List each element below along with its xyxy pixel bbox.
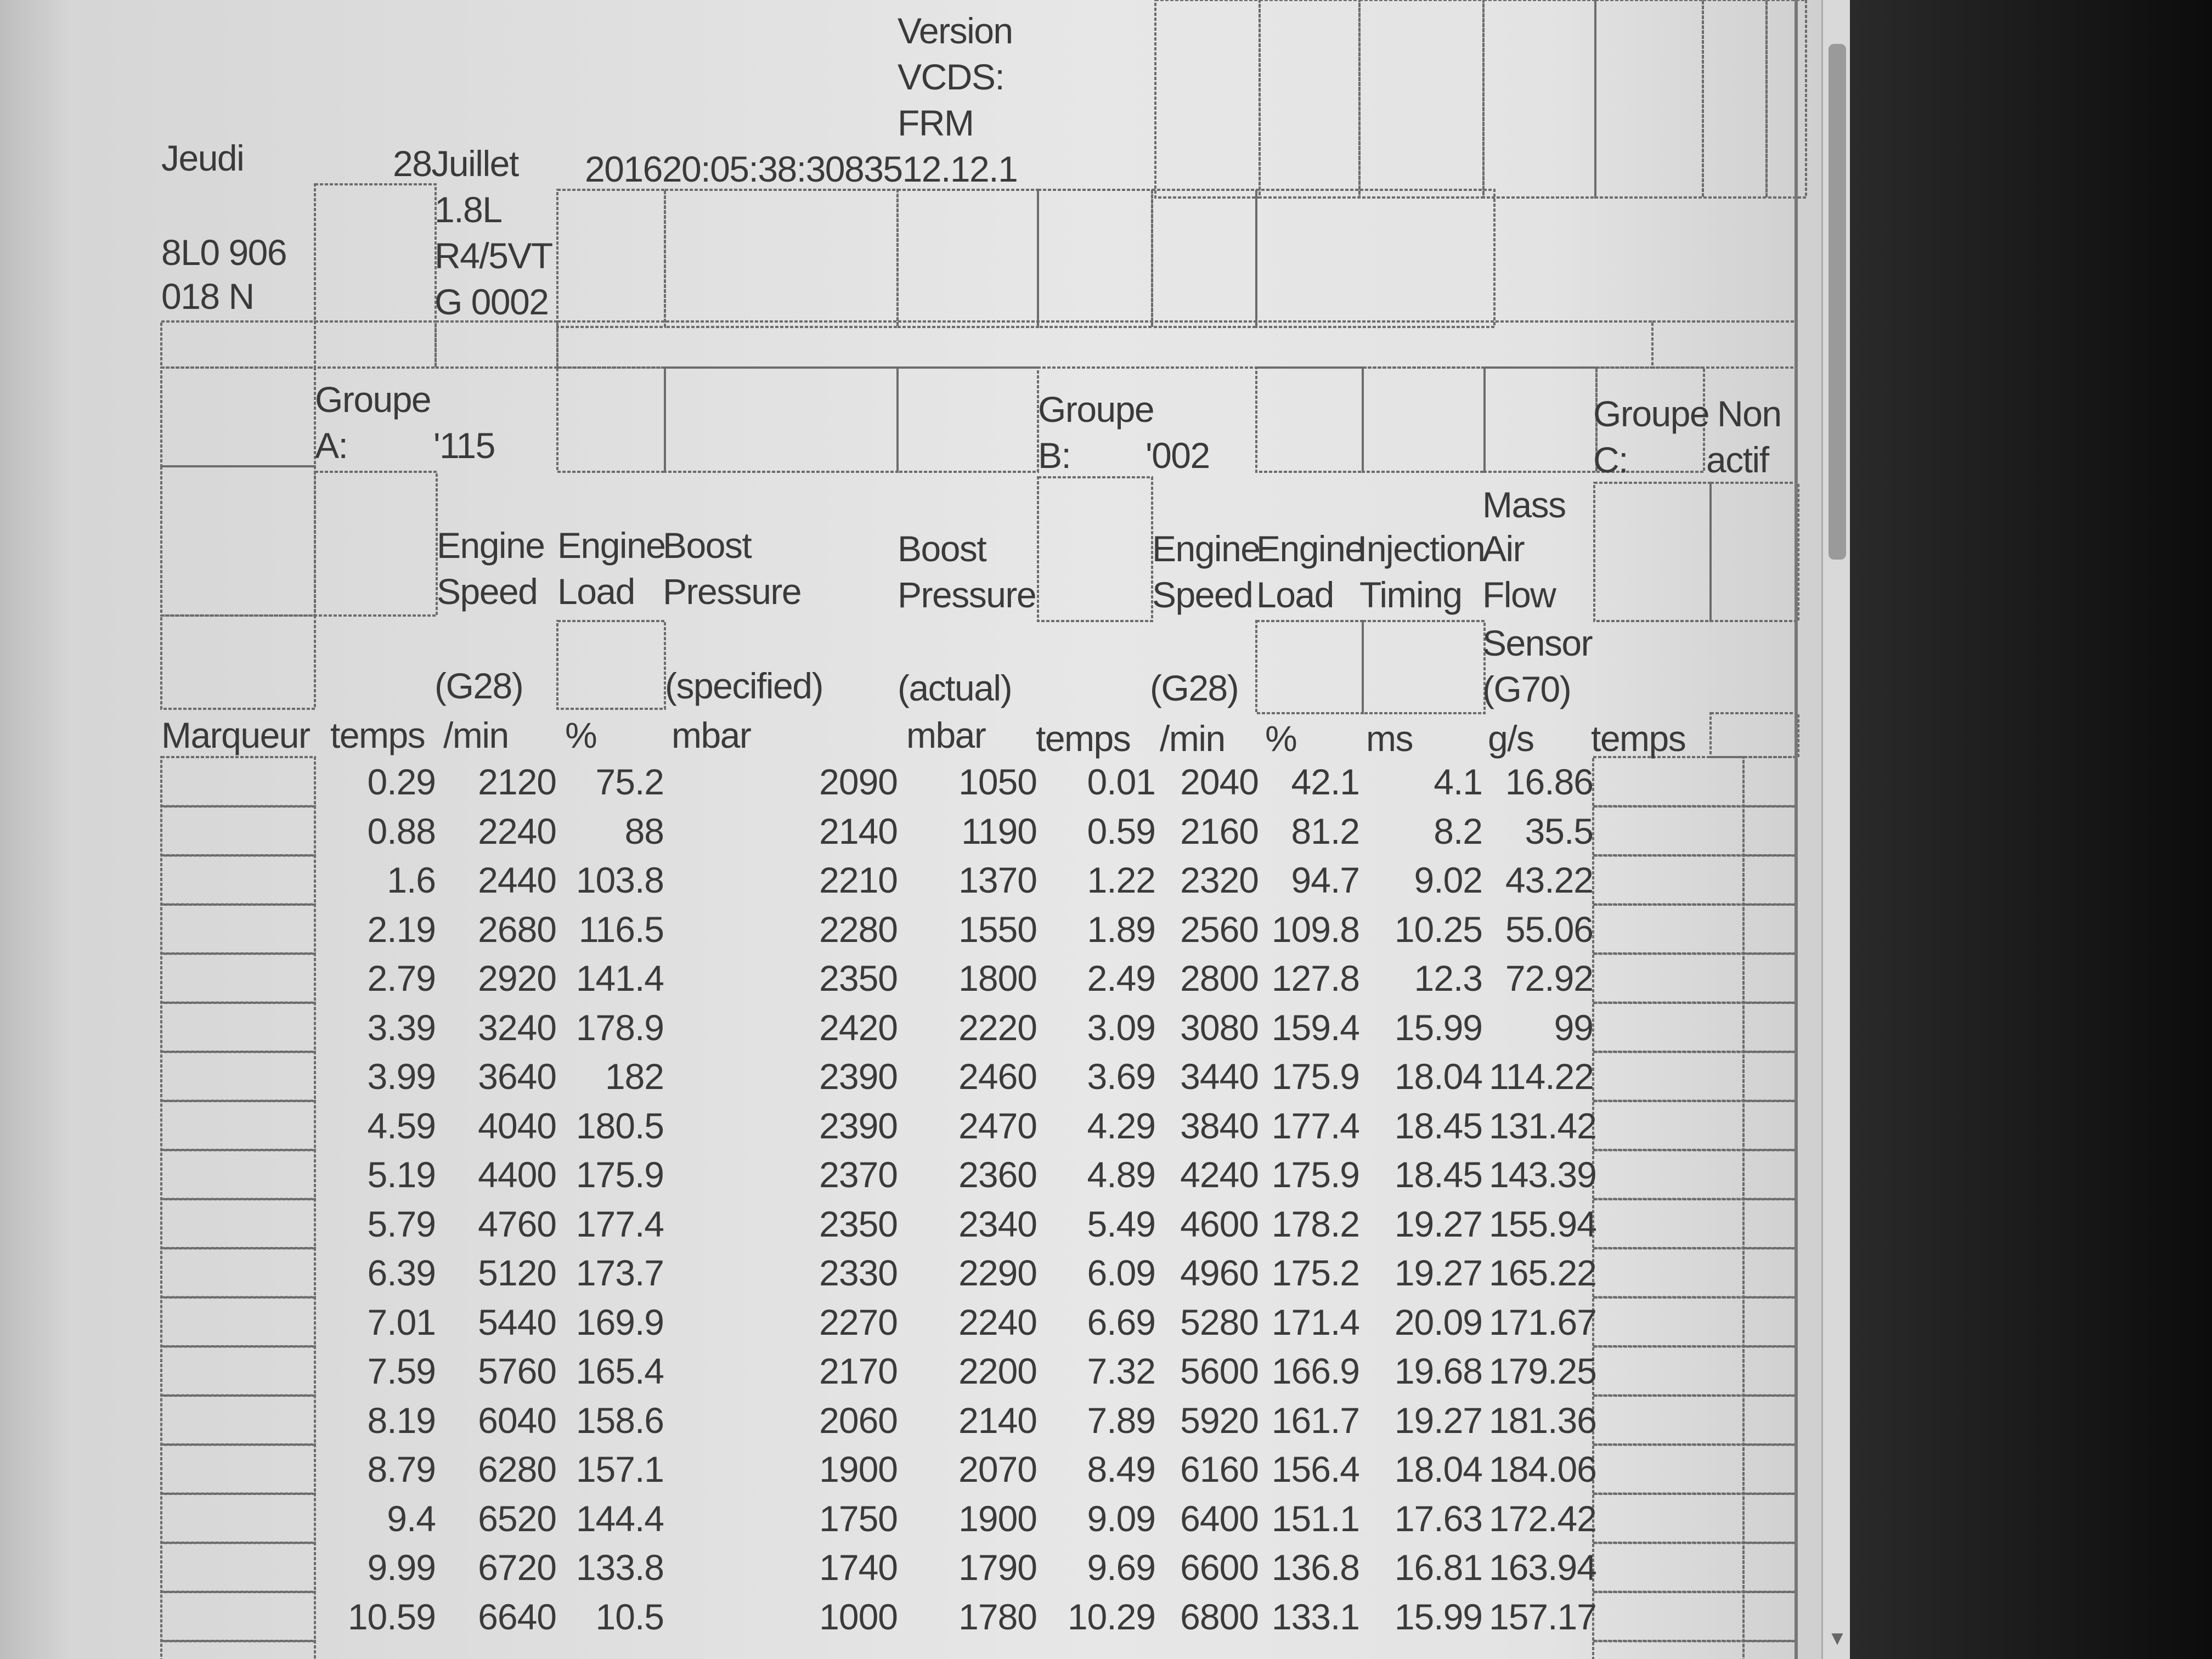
cell-maf[interactable]: 114.22 [1489,1056,1594,1097]
cell-load-b[interactable]: 178.2 [1271,1203,1359,1244]
cell-time-b[interactable]: 7.89 [1087,1400,1155,1441]
cell-timing[interactable]: 19.27 [1394,1400,1482,1441]
cell-timing[interactable]: 15.99 [1394,1596,1482,1637]
cell-boost-spec[interactable]: 2280 [819,909,898,950]
cell-time-a[interactable]: 8.79 [367,1449,436,1489]
table-row [0,806,1821,856]
cell-boost-spec[interactable]: 2390 [819,1056,898,1097]
table-row [0,1444,1821,1494]
cell-time-a[interactable]: 0.88 [367,810,436,851]
cell-rpm-a[interactable]: 6640 [478,1596,556,1637]
cell-time-b[interactable]: 3.69 [1087,1056,1155,1097]
cell-boost-spec[interactable]: 2390 [819,1105,898,1146]
cell-boost-spec[interactable]: 2060 [819,1400,898,1441]
cell-rpm-b[interactable]: 2560 [1180,909,1259,950]
cell-time-b[interactable]: 3.09 [1087,1007,1155,1048]
unit-boost-act: mbar [906,715,986,755]
cell-time-b[interactable]: 2.49 [1087,958,1155,998]
cell-load-b[interactable]: 159.4 [1271,1007,1359,1048]
cell-boost-act[interactable]: 2200 [958,1351,1037,1391]
cell-timing[interactable]: 19.27 [1394,1203,1482,1244]
cell-load-b[interactable]: 161.7 [1271,1400,1359,1441]
cell-rpm-b[interactable]: 2160 [1180,810,1259,851]
cell-load-b[interactable]: 175.2 [1271,1252,1359,1293]
cell-time-a[interactable]: 0.29 [367,761,436,802]
cell-load-b[interactable]: 81.2 [1291,810,1359,851]
cell-timing[interactable]: 18.45 [1394,1105,1482,1146]
cell-rpm-b[interactable]: 4240 [1180,1154,1259,1195]
cell-maf[interactable]: 131.42 [1489,1105,1596,1146]
col-a2-line1: Engine [557,525,665,566]
cell-boost-spec[interactable]: 1750 [819,1498,898,1539]
cell-time-a[interactable]: 1.6 [387,860,436,900]
table-row [0,1101,1821,1150]
cell-load-a[interactable]: 182 [605,1056,664,1097]
cell-time-a[interactable]: 7.59 [367,1351,436,1391]
cell-boost-act[interactable]: 2240 [958,1301,1037,1342]
cell-rpm-a[interactable]: 3240 [478,1007,556,1048]
ecu-part-line2[interactable]: 018 N [161,276,254,317]
cell-time-a[interactable]: 3.39 [367,1007,436,1048]
cell-time-b[interactable]: 4.29 [1087,1105,1155,1146]
table-row [0,1592,1821,1641]
cell-load-b[interactable]: 171.4 [1271,1301,1359,1342]
cell-time-a[interactable]: 10.59 [347,1596,436,1637]
group-b-label-line1: Groupe [1038,389,1154,430]
cell-time-a[interactable]: 2.19 [367,909,436,950]
table-row [0,1346,1821,1396]
cell-rpm-a[interactable]: 6040 [478,1400,556,1441]
cell-time-a[interactable]: 3.99 [367,1056,436,1097]
cell-maf[interactable]: 163.94 [1489,1547,1596,1588]
cell-rpm-a[interactable]: 2120 [478,761,556,802]
group-a-label-line1: Groupe [315,379,431,420]
col-b2-line1: Engine [1256,528,1364,569]
unit-rpm-a: /min [443,715,509,755]
day-cell[interactable]: Jeudi [161,138,244,178]
cell-time-b[interactable]: 7.32 [1087,1351,1155,1391]
cell-load-a[interactable]: 158.6 [575,1400,664,1441]
cell-rpm-a[interactable]: 4400 [478,1154,556,1195]
cell-rpm-a[interactable]: 3640 [478,1056,556,1097]
cell-load-b[interactable]: 94.7 [1291,860,1359,900]
cell-boost-spec[interactable]: 2140 [819,810,898,851]
version-label-line3: FRM [898,103,974,143]
cell-boost-act[interactable]: 2070 [958,1449,1037,1489]
cell-time-b[interactable]: 1.89 [1087,909,1155,950]
cell-boost-spec[interactable]: 1900 [819,1449,898,1489]
cell-time-b[interactable]: 9.69 [1087,1547,1155,1588]
cell-time-a[interactable]: 2.79 [367,958,436,998]
cell-time-a[interactable]: 4.59 [367,1105,436,1146]
cell-timing[interactable]: 10.25 [1394,909,1482,950]
col-a1-line2: Speed [437,571,538,612]
cell-boost-spec[interactable]: 2420 [819,1007,898,1048]
col-b3-line1: Injection [1357,528,1485,569]
group-c-value-line1[interactable]: Non [1717,393,1781,434]
ecu-part-line1[interactable]: 8L0 906 [161,232,287,273]
cell-timing[interactable]: 9.02 [1414,860,1482,900]
cell-timing[interactable]: 18.04 [1394,1449,1482,1489]
col-b2-line2: Load [1256,574,1334,615]
cell-timing[interactable]: 19.68 [1394,1351,1482,1391]
cell-boost-spec[interactable]: 2090 [819,761,898,802]
cell-rpm-a[interactable]: 5760 [478,1351,556,1391]
cell-load-b[interactable]: 175.9 [1271,1154,1359,1195]
engine-code-line1[interactable]: 1.8L [435,189,502,230]
scroll-down-arrow-icon[interactable]: ▼ [1827,1627,1847,1649]
cell-maf[interactable]: 181.36 [1489,1400,1596,1441]
cell-load-b[interactable]: 175.9 [1271,1056,1359,1097]
col-a2-line2: Load [557,571,635,612]
cell-load-b[interactable]: 127.8 [1271,958,1359,998]
cell-rpm-a[interactable]: 6520 [478,1498,556,1539]
cell-rpm-b[interactable]: 2800 [1180,958,1259,998]
cell-rpm-b[interactable]: 6800 [1180,1596,1259,1637]
cell-rpm-b[interactable]: 3840 [1180,1105,1259,1146]
col-b4-line3: Flow [1482,574,1556,615]
cell-load-a[interactable]: 133.8 [575,1547,664,1588]
unit-maf: g/s [1488,718,1534,759]
cell-maf[interactable]: 143.39 [1489,1154,1596,1195]
cell-load-a[interactable]: 88 [624,810,664,851]
group-c-label-line1: Groupe [1593,393,1709,434]
group-a-value[interactable]: '115 [433,425,495,466]
cell-load-a[interactable]: 103.8 [575,860,664,900]
unit-boost-spec: mbar [672,715,751,755]
cell-load-b[interactable]: 156.4 [1271,1449,1359,1489]
group-b-label-line2: B: [1038,435,1071,476]
unit-time-b: temps [1036,718,1131,759]
col-b1-line3: (G28) [1150,668,1239,708]
engine-code-line2[interactable]: R4/5VT [435,235,552,276]
table-row [0,1248,1821,1297]
cell-boost-act[interactable]: 1800 [958,958,1037,998]
cell-rpm-a[interactable]: 5440 [478,1301,556,1342]
cell-timing[interactable]: 16.81 [1394,1547,1482,1588]
cell-boost-act[interactable]: 1780 [958,1596,1037,1637]
cell-load-b[interactable]: 166.9 [1271,1351,1359,1391]
cell-rpm-b[interactable]: 4960 [1180,1252,1259,1293]
cell-time-a[interactable]: 5.19 [367,1154,436,1195]
cell-rpm-b[interactable]: 2040 [1180,761,1259,802]
cell-rpm-a[interactable]: 2680 [478,909,556,950]
cell-rpm-a[interactable]: 2440 [478,860,556,900]
col-a1-line3: (G28) [435,665,523,706]
table-row [0,1494,1821,1543]
cell-timing[interactable]: 17.63 [1394,1498,1482,1539]
cell-timing[interactable]: 8.2 [1434,810,1482,851]
cell-boost-spec[interactable]: 2210 [819,860,898,900]
cell-boost-act[interactable]: 1050 [958,761,1037,802]
col-b4-line1: Mass [1482,484,1566,525]
table-row [0,1396,1821,1445]
cell-boost-act[interactable]: 1370 [958,860,1037,900]
cell-boost-act[interactable]: 2140 [958,1400,1037,1441]
cell-boost-act[interactable]: 2340 [958,1203,1037,1244]
cell-boost-act[interactable]: 2290 [958,1252,1037,1293]
cell-time-b[interactable]: 4.89 [1087,1154,1155,1195]
cell-boost-spec[interactable]: 2350 [819,958,898,998]
cell-boost-act[interactable]: 2360 [958,1154,1037,1195]
col-a4-line3: (actual) [898,668,1012,708]
cell-maf[interactable]: 72.92 [1505,958,1593,998]
col-b4-line2: Air [1482,528,1525,569]
cell-maf[interactable]: 172.42 [1489,1498,1596,1539]
version-label-line2: VCDS: [898,57,1005,97]
table-row [0,1003,1821,1052]
table-row [0,757,1821,806]
screen-bezel [1850,0,2212,1659]
cell-time-a[interactable]: 9.99 [367,1547,436,1588]
cell-timing[interactable]: 19.27 [1394,1252,1482,1293]
col-b1-line2: Speed [1152,574,1253,615]
cell-rpm-b[interactable]: 5920 [1180,1400,1259,1441]
table-row [0,855,1821,905]
unit-time-a: temps [330,715,425,755]
unit-marker: Marqueur [161,715,310,755]
cell-maf[interactable]: 43.22 [1505,860,1593,900]
cell-timing[interactable]: 15.99 [1394,1007,1482,1048]
table-row [0,1297,1821,1347]
cell-boost-act[interactable]: 1790 [958,1547,1037,1588]
vertical-scrollbar[interactable] [1821,0,1852,1659]
unit-timing: ms [1366,718,1413,759]
cell-boost-spec[interactable]: 1740 [819,1547,898,1588]
table-row [0,1052,1821,1101]
cell-load-a[interactable]: 178.9 [575,1007,664,1048]
col-b4-line5: (G70) [1482,669,1571,709]
cell-maf[interactable]: 179.25 [1489,1351,1596,1391]
cell-boost-spec[interactable]: 2330 [819,1252,898,1293]
scrollbar-thumb[interactable] [1829,44,1846,560]
cell-rpm-b[interactable]: 5280 [1180,1301,1259,1342]
cell-rpm-a[interactable]: 6720 [478,1547,556,1588]
cell-timing[interactable]: 20.09 [1394,1301,1482,1342]
cell-time-b[interactable]: 8.49 [1087,1449,1155,1489]
unit-time-c: temps [1591,718,1686,759]
cell-rpm-b[interactable]: 5600 [1180,1351,1259,1391]
table-row [0,905,1821,954]
col-b3-line2: Timing [1359,574,1462,615]
table-row [0,1150,1821,1199]
cell-load-a[interactable]: 116.5 [578,909,664,950]
table-row [0,953,1821,1003]
cell-load-a[interactable]: 177.4 [575,1203,664,1244]
cell-maf[interactable]: 16.86 [1505,761,1593,802]
group-a-label-line2: A: [315,425,348,466]
date-cell[interactable]: 28Juillet [393,143,518,184]
cell-boost-act[interactable]: 1190 [961,810,1037,851]
cell-maf[interactable]: 157.17 [1489,1596,1596,1637]
cell-time-a[interactable]: 9.4 [387,1498,436,1539]
table-row [0,1199,1821,1249]
cell-load-a[interactable]: 173.7 [575,1252,664,1293]
cell-load-a[interactable]: 144.4 [575,1498,664,1539]
col-b4-line4: Sensor [1482,623,1593,663]
cell-rpm-b[interactable]: 6400 [1180,1498,1259,1539]
col-a4-line1: Boost [898,528,986,569]
cell-rpm-b[interactable]: 3080 [1180,1007,1259,1048]
cell-load-b[interactable]: 109.8 [1271,909,1359,950]
unit-load-b: % [1265,718,1297,759]
unit-load-a: % [565,715,597,755]
cell-time-b[interactable]: 6.09 [1087,1252,1155,1293]
cell-load-b[interactable]: 177.4 [1271,1105,1359,1146]
cell-load-b[interactable]: 151.1 [1271,1498,1359,1539]
cell-load-a[interactable]: 75.2 [595,761,664,802]
cell-maf[interactable]: 55.06 [1505,909,1593,950]
cell-maf[interactable]: 165.22 [1489,1252,1596,1293]
engine-code-line3[interactable]: G 0002 [435,281,549,322]
cell-load-b[interactable]: 133.1 [1271,1596,1359,1637]
cell-maf[interactable]: 99 [1554,1007,1593,1048]
cell-load-a[interactable]: 141.4 [575,958,664,998]
timestamp-version-cell[interactable]: 201620:05:38:3083512.12.1 [585,149,1018,189]
cell-time-b[interactable]: 6.69 [1087,1301,1155,1342]
cell-rpm-a[interactable]: 4760 [478,1203,556,1244]
cell-time-b[interactable]: 0.59 [1087,810,1155,851]
cell-boost-act[interactable]: 2470 [958,1105,1037,1146]
cell-load-a[interactable]: 180.5 [575,1105,664,1146]
cell-maf[interactable]: 184.06 [1489,1449,1596,1489]
cell-time-b[interactable]: 1.22 [1087,860,1155,900]
cell-rpm-b[interactable]: 2320 [1180,860,1259,900]
cell-time-b[interactable]: 0.01 [1087,761,1155,802]
cell-maf[interactable]: 171.67 [1489,1301,1596,1342]
cell-time-b[interactable]: 9.09 [1087,1498,1155,1539]
col-a4-line2: Pressure [898,574,1036,615]
cell-time-a[interactable]: 7.01 [367,1301,436,1342]
col-a1-line1: Engine [437,525,545,566]
cell-boost-spec[interactable]: 2350 [819,1203,898,1244]
group-c-value-line2[interactable]: actif [1706,439,1769,480]
cell-load-b[interactable]: 136.8 [1271,1547,1359,1588]
cell-load-a[interactable]: 10.5 [595,1596,664,1637]
cell-boost-spec[interactable]: 2170 [819,1351,898,1391]
cell-boost-act[interactable]: 1550 [958,909,1037,950]
cell-rpm-a[interactable]: 4040 [478,1105,556,1146]
group-b-value[interactable]: '002 [1146,435,1210,476]
table-row [0,1543,1821,1592]
cell-time-a[interactable]: 8.19 [367,1400,436,1441]
cell-rpm-b[interactable]: 6600 [1180,1547,1259,1588]
cell-boost-act[interactable]: 2220 [958,1007,1037,1048]
cell-rpm-a[interactable]: 5120 [478,1252,556,1293]
cell-time-b[interactable]: 10.29 [1067,1596,1155,1637]
col-a3-line1: Boost [663,525,752,566]
cell-time-a[interactable]: 5.79 [367,1203,436,1244]
version-label-line1: Version [898,10,1013,51]
cell-time-a[interactable]: 6.39 [367,1252,436,1293]
cell-load-b[interactable]: 42.1 [1291,761,1359,802]
cell-timing[interactable]: 18.45 [1394,1154,1482,1195]
cell-boost-spec[interactable]: 2370 [819,1154,898,1195]
cell-rpm-a[interactable]: 2240 [478,810,556,851]
cell-maf[interactable]: 155.94 [1489,1203,1596,1244]
cell-load-a[interactable]: 165.4 [575,1351,664,1391]
cell-load-a[interactable]: 175.9 [575,1154,664,1195]
cell-boost-act[interactable]: 1900 [958,1498,1037,1539]
cell-rpm-a[interactable]: 2920 [478,958,556,998]
col-a3-line2: Pressure [663,571,802,612]
cell-maf[interactable]: 35.5 [1525,810,1593,851]
cell-load-a[interactable]: 157.1 [575,1449,664,1489]
col-a3-line3: (specified) [665,665,823,706]
cell-timing[interactable]: 18.04 [1394,1056,1482,1097]
cell-timing[interactable]: 4.1 [1434,761,1482,802]
cell-boost-spec[interactable]: 2270 [819,1301,898,1342]
cell-rpm-a[interactable]: 6280 [478,1449,556,1489]
cell-boost-act[interactable]: 2460 [958,1056,1037,1097]
cell-rpm-b[interactable]: 6160 [1180,1449,1259,1489]
cell-timing[interactable]: 12.3 [1414,958,1482,998]
cell-load-a[interactable]: 169.9 [575,1301,664,1342]
unit-rpm-b: /min [1160,718,1225,759]
cell-rpm-b[interactable]: 3440 [1180,1056,1259,1097]
group-c-label-line2: C: [1593,439,1628,480]
cell-time-b[interactable]: 5.49 [1087,1203,1155,1244]
col-b1-line1: Engine [1152,528,1260,569]
cell-boost-spec[interactable]: 1000 [819,1596,898,1637]
cell-rpm-b[interactable]: 4600 [1180,1203,1259,1244]
